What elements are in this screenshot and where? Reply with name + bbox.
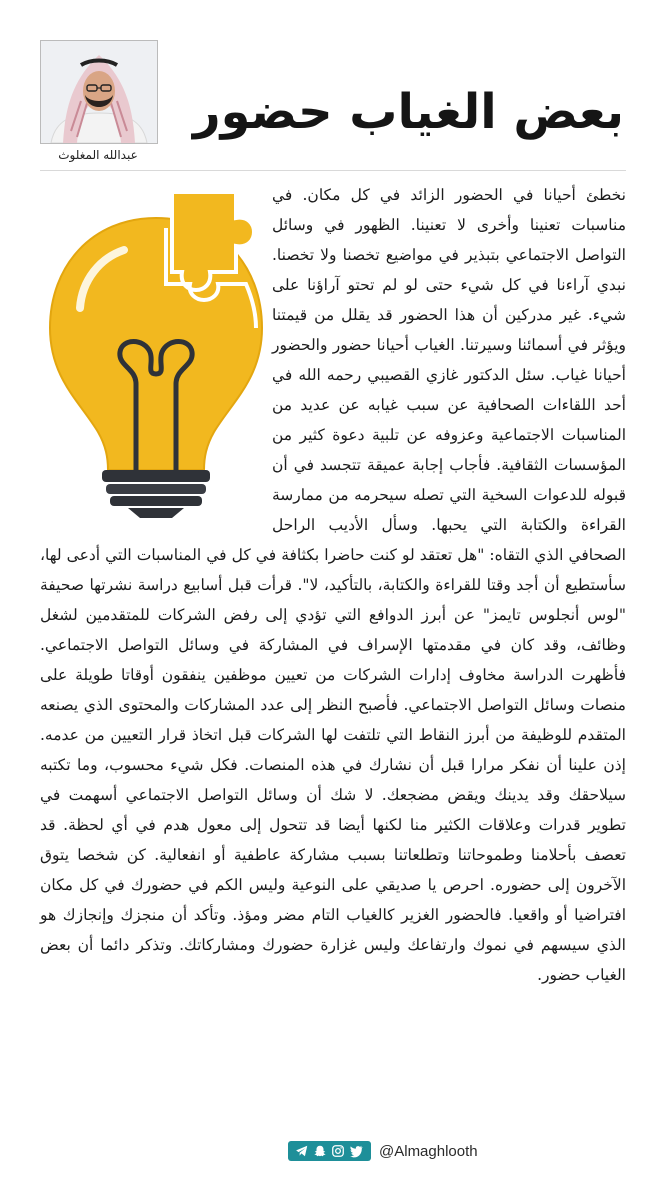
footer: [288, 1138, 478, 1164]
instagram-icon[interactable]: [331, 1144, 345, 1158]
twitter-icon[interactable]: [349, 1144, 364, 1158]
title-divider: [40, 170, 626, 171]
author-handle[interactable]: @Almaghlooth: [379, 1142, 478, 1160]
author-name: عبدالله المغلوث: [58, 148, 138, 162]
article-paragraph: نخطئ أحيانا في الحضور الزائد في كل مكان. في مناسبات تعنينا وأخرى لا تعنينا. الظهور في وسائل التواصل الاجتماعي بتبذير في مواضيع تخصنا ولا تخصنا. نبدي آراءنا في كل شيء حتى لو لم تحتو آراؤنا على شيء. غير مدركين أن هذا الحضور قد يقلل من قيمتنا ويؤثر في أسمائنا وسيرتنا. الغياب أحيانا حضور والحضور أحيانا غياب. سئل الدكتور غازي القصيبي رحمه الله في أحد اللقاءات الصحافية عن سبب غيابه عن عديد من المناسبات الاجتماعية وعزوفه عن تلبية دعوة كثير من المؤسسات الثقافية. فأجاب إجابة عميقة تتجسد في أن قبوله للدعوات السخية التي تصله سيحرمه من ممارسة القراءة والكتابة التي يحبها. وسأل الأديب الراحل الصحافي الذي التقاه: "هل تعتقد لو كنت حاضرا بكثافة في كل في المناسبات التي أدعى لها، سأستطيع أن أجد وقتا للقراءة والكتابة، بالتأكيد، لا". قرأت قبل أسابيع دراسة نشرتها صحيفة "لوس أنجلوس تايمز" عن أبرز الدوافع التي تؤدي إلى رفض الشركات للمتقدمين لشغل وظائف، وقد كان في مقدمتها الإسراف في المشاركة في وسائل التواصل الاجتماعي. فأظهرت الدراسة مخاوف إدارات الشركات من تعيين موظفين ينفقون أوقاتا طويلة على منصات وسائل التواصل الاجتماعي. فأصبح النظر إلى عدد المشاركات والمحتوى الذي يصنعه المتقدم للوظيفة من أبرز النقاط التي تلتفت لها الشركات قبل اتخاذ قرار التعيين من عدمه. إذن علينا أن نفكر مرارا قبل أن نشارك في هذه المنصات. فكل شيء محسوب، وما تكتبه سيلاحقك وقد يدينك ويقض مضجعك. لا شك أن وسائل التواصل الاجتماعي أسهمت في تطوير قدرات وعلاقات الكثير منا لكنها أيضا قد تتحول إلى معول هدم في أي لحظة. قد تعصف بأحلامنا وطموحاتنا وتطلعاتنا بسبب مشاركة عاطفية أو انفعالية. كن شخصا يتوق الآخرون إلى حضوره. احرص يا صديقي على النوعية وليس الكم في حضورك في كل مكان افتراضيا أو واقعيا. فالحضور الغزير كالغياب التام مضر ومؤذ. وتأكد أن منجزك وإنجازك هو الذي سيسهم في نموك وارتفاعك وليس غزارة حضورك ومشاركاتك. وتذكر دائما أن بعض الغياب حضور.: [40, 186, 626, 984]
lightbulb-illustration: [40, 188, 272, 518]
article-body: [40, 180, 626, 990]
page-title: بعض الغياب حضور: [192, 84, 624, 140]
snapchat-icon[interactable]: [313, 1144, 327, 1158]
lightbulb-puzzle-icon: [40, 188, 272, 518]
telegram-icon[interactable]: [295, 1144, 309, 1158]
author-portrait-image: [41, 41, 157, 143]
social-icons: [288, 1141, 371, 1161]
author-photo: [40, 40, 158, 144]
